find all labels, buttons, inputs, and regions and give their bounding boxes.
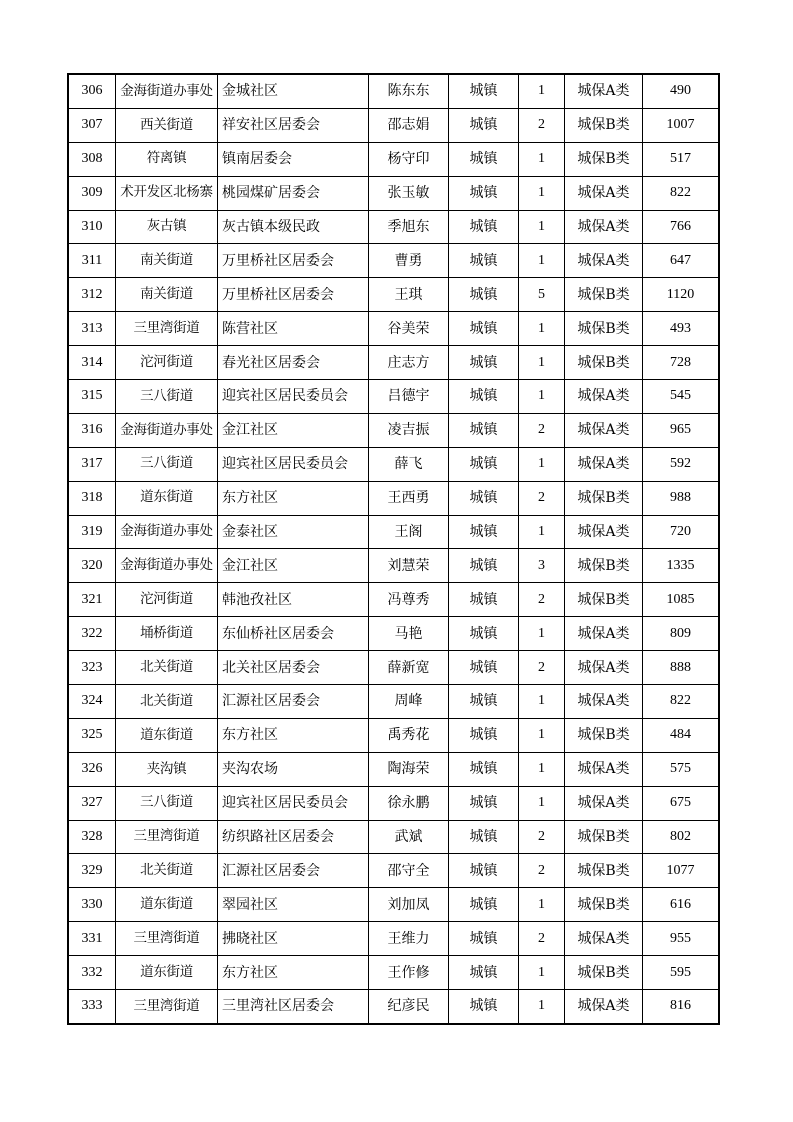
community-name-cell: 东方社区: [218, 481, 369, 515]
street-office-cell: 灰古镇: [116, 210, 218, 244]
recipient-name-cell: 薛飞: [369, 447, 449, 481]
table-row: [68, 515, 719, 549]
street-office-cell: 符离镇: [116, 142, 218, 176]
amount-cell: 493: [643, 312, 720, 346]
table-row: [68, 278, 719, 312]
row-number-cell: 312: [68, 278, 116, 312]
street-office-cell: 三里湾街道: [116, 990, 218, 1024]
person-count-cell: 1: [519, 380, 565, 414]
row-number-cell: 315: [68, 380, 116, 414]
row-number-cell: 320: [68, 549, 116, 583]
amount-cell: 484: [643, 718, 720, 752]
row-number-cell: 309: [68, 176, 116, 210]
person-count-cell: 2: [519, 820, 565, 854]
recipient-name-cell: 邵守全: [369, 854, 449, 888]
amount-cell: 490: [643, 74, 720, 108]
household-type-cell: 城镇: [449, 922, 519, 956]
amount-cell: 888: [643, 651, 720, 685]
person-count-cell: 1: [519, 515, 565, 549]
recipient-name-cell: 王琪: [369, 278, 449, 312]
recipient-name-cell: 周峰: [369, 685, 449, 719]
community-name-cell: 迎宾社区居民委员会: [218, 786, 369, 820]
street-office-cell: 术开发区北杨寨: [116, 176, 218, 210]
row-number-cell: 325: [68, 718, 116, 752]
recipient-name-cell: 吕德宇: [369, 380, 449, 414]
street-office-cell: 北关街道: [116, 854, 218, 888]
person-count-cell: 1: [519, 210, 565, 244]
person-count-cell: 2: [519, 651, 565, 685]
person-count-cell: 2: [519, 108, 565, 142]
recipient-name-cell: 徐永鹏: [369, 786, 449, 820]
household-type-cell: 城镇: [449, 108, 519, 142]
amount-cell: 517: [643, 142, 720, 176]
row-number-cell: 317: [68, 447, 116, 481]
table-row: [68, 74, 719, 108]
row-number-cell: 324: [68, 685, 116, 719]
person-count-cell: 5: [519, 278, 565, 312]
insurance-category-cell: 城保B类: [565, 142, 643, 176]
row-number-cell: 328: [68, 820, 116, 854]
table-row: [68, 176, 719, 210]
table-row: [68, 786, 719, 820]
recipient-name-cell: 冯尊秀: [369, 583, 449, 617]
table-row: [68, 752, 719, 786]
community-name-cell: 万里桥社区居委会: [218, 278, 369, 312]
table-row: [68, 854, 719, 888]
recipient-name-cell: 陈东东: [369, 74, 449, 108]
table-row: [68, 210, 719, 244]
row-number-cell: 327: [68, 786, 116, 820]
street-office-cell: 埇桥街道: [116, 617, 218, 651]
household-type-cell: 城镇: [449, 854, 519, 888]
insurance-category-cell: 城保A类: [565, 210, 643, 244]
row-number-cell: 321: [68, 583, 116, 617]
row-number-cell: 332: [68, 956, 116, 990]
recipient-name-cell: 邵志娟: [369, 108, 449, 142]
community-name-cell: 万里桥社区居委会: [218, 244, 369, 278]
person-count-cell: 2: [519, 583, 565, 617]
amount-cell: 1335: [643, 549, 720, 583]
table-row: [68, 549, 719, 583]
insurance-category-cell: 城保B类: [565, 549, 643, 583]
community-name-cell: 陈营社区: [218, 312, 369, 346]
insurance-category-cell: 城保A类: [565, 244, 643, 278]
person-count-cell: 1: [519, 244, 565, 278]
person-count-cell: 1: [519, 888, 565, 922]
insurance-category-cell: 城保A类: [565, 990, 643, 1024]
amount-cell: 955: [643, 922, 720, 956]
household-type-cell: 城镇: [449, 651, 519, 685]
insurance-category-cell: 城保A类: [565, 752, 643, 786]
row-number-cell: 322: [68, 617, 116, 651]
street-office-cell: 三八街道: [116, 380, 218, 414]
insurance-category-cell: 城保A类: [565, 176, 643, 210]
table-row: [68, 481, 719, 515]
amount-cell: 1007: [643, 108, 720, 142]
recipient-name-cell: 杨守印: [369, 142, 449, 176]
household-type-cell: 城镇: [449, 888, 519, 922]
table-row: [68, 685, 719, 719]
person-count-cell: 2: [519, 481, 565, 515]
recipient-name-cell: 马艳: [369, 617, 449, 651]
household-type-cell: 城镇: [449, 718, 519, 752]
community-name-cell: 北关社区居委会: [218, 651, 369, 685]
recipient-name-cell: 禹秀花: [369, 718, 449, 752]
household-type-cell: 城镇: [449, 956, 519, 990]
row-number-cell: 326: [68, 752, 116, 786]
amount-cell: 616: [643, 888, 720, 922]
table-row: [68, 617, 719, 651]
recipient-name-cell: 凌吉振: [369, 413, 449, 447]
amount-cell: 822: [643, 685, 720, 719]
insurance-category-cell: 城保A类: [565, 617, 643, 651]
amount-cell: 592: [643, 447, 720, 481]
community-name-cell: 金城社区: [218, 74, 369, 108]
household-type-cell: 城镇: [449, 820, 519, 854]
person-count-cell: 2: [519, 413, 565, 447]
table-row: [68, 142, 719, 176]
roster-table-body: [68, 74, 719, 1024]
insurance-category-cell: 城保B类: [565, 888, 643, 922]
person-count-cell: 3: [519, 549, 565, 583]
amount-cell: 809: [643, 617, 720, 651]
street-office-cell: 南关街道: [116, 278, 218, 312]
household-type-cell: 城镇: [449, 786, 519, 820]
person-count-cell: 1: [519, 752, 565, 786]
table-row: [68, 956, 719, 990]
person-count-cell: 1: [519, 176, 565, 210]
insurance-category-cell: 城保B类: [565, 312, 643, 346]
table-row: [68, 888, 719, 922]
household-type-cell: 城镇: [449, 176, 519, 210]
recipient-name-cell: 武斌: [369, 820, 449, 854]
street-office-cell: 三八街道: [116, 786, 218, 820]
household-type-cell: 城镇: [449, 990, 519, 1024]
recipient-name-cell: 谷美荣: [369, 312, 449, 346]
recipient-name-cell: 刘慧荣: [369, 549, 449, 583]
community-name-cell: 东方社区: [218, 956, 369, 990]
street-office-cell: 道东街道: [116, 956, 218, 990]
amount-cell: 675: [643, 786, 720, 820]
amount-cell: 766: [643, 210, 720, 244]
community-name-cell: 韩池孜社区: [218, 583, 369, 617]
row-number-cell: 311: [68, 244, 116, 278]
community-name-cell: 拂晓社区: [218, 922, 369, 956]
table-row: [68, 447, 719, 481]
household-type-cell: 城镇: [449, 447, 519, 481]
insurance-category-cell: 城保B类: [565, 956, 643, 990]
household-type-cell: 城镇: [449, 278, 519, 312]
street-office-cell: 金海街道办事处: [116, 413, 218, 447]
street-office-cell: 道东街道: [116, 481, 218, 515]
street-office-cell: 金海街道办事处: [116, 549, 218, 583]
community-name-cell: 汇源社区居委会: [218, 854, 369, 888]
row-number-cell: 331: [68, 922, 116, 956]
person-count-cell: 1: [519, 990, 565, 1024]
community-name-cell: 翠园社区: [218, 888, 369, 922]
household-type-cell: 城镇: [449, 210, 519, 244]
street-office-cell: 沱河街道: [116, 583, 218, 617]
household-type-cell: 城镇: [449, 142, 519, 176]
street-office-cell: 三里湾街道: [116, 922, 218, 956]
community-name-cell: 金江社区: [218, 549, 369, 583]
community-name-cell: 汇源社区居委会: [218, 685, 369, 719]
person-count-cell: 1: [519, 617, 565, 651]
community-name-cell: 灰古镇本级民政: [218, 210, 369, 244]
row-number-cell: 319: [68, 515, 116, 549]
person-count-cell: 2: [519, 854, 565, 888]
amount-cell: 822: [643, 176, 720, 210]
recipient-name-cell: 庄志方: [369, 346, 449, 380]
person-count-cell: 1: [519, 786, 565, 820]
amount-cell: 1085: [643, 583, 720, 617]
row-number-cell: 330: [68, 888, 116, 922]
recipient-name-cell: 王阁: [369, 515, 449, 549]
community-name-cell: 金江社区: [218, 413, 369, 447]
amount-cell: 728: [643, 346, 720, 380]
household-type-cell: 城镇: [449, 583, 519, 617]
community-name-cell: 纺织路社区居委会: [218, 820, 369, 854]
row-number-cell: 306: [68, 74, 116, 108]
row-number-cell: 307: [68, 108, 116, 142]
table-row: [68, 413, 719, 447]
community-name-cell: 东仙桥社区居委会: [218, 617, 369, 651]
insurance-category-cell: 城保A类: [565, 685, 643, 719]
row-number-cell: 329: [68, 854, 116, 888]
street-office-cell: 西关街道: [116, 108, 218, 142]
insurance-category-cell: 城保B类: [565, 481, 643, 515]
row-number-cell: 313: [68, 312, 116, 346]
row-number-cell: 318: [68, 481, 116, 515]
community-name-cell: 东方社区: [218, 718, 369, 752]
community-name-cell: 镇南居委会: [218, 142, 369, 176]
insurance-category-cell: 城保A类: [565, 515, 643, 549]
recipient-name-cell: 王维力: [369, 922, 449, 956]
insurance-category-cell: 城保A类: [565, 786, 643, 820]
household-type-cell: 城镇: [449, 346, 519, 380]
community-name-cell: 祥安社区居委会: [218, 108, 369, 142]
street-office-cell: 道东街道: [116, 718, 218, 752]
row-number-cell: 308: [68, 142, 116, 176]
street-office-cell: 夹沟镇: [116, 752, 218, 786]
insurance-category-cell: 城保A类: [565, 447, 643, 481]
insurance-category-cell: 城保B类: [565, 854, 643, 888]
community-name-cell: 金泰社区: [218, 515, 369, 549]
recipient-name-cell: 曹勇: [369, 244, 449, 278]
row-number-cell: 316: [68, 413, 116, 447]
recipient-name-cell: 张玉敏: [369, 176, 449, 210]
household-type-cell: 城镇: [449, 380, 519, 414]
amount-cell: 575: [643, 752, 720, 786]
insurance-category-cell: 城保B类: [565, 346, 643, 380]
insurance-category-cell: 城保A类: [565, 380, 643, 414]
community-name-cell: 桃园煤矿居委会: [218, 176, 369, 210]
table-row: [68, 346, 719, 380]
community-name-cell: 春光社区居委会: [218, 346, 369, 380]
household-type-cell: 城镇: [449, 74, 519, 108]
community-name-cell: 迎宾社区居民委员会: [218, 380, 369, 414]
street-office-cell: 沱河街道: [116, 346, 218, 380]
person-count-cell: 2: [519, 922, 565, 956]
amount-cell: 802: [643, 820, 720, 854]
street-office-cell: 金海街道办事处: [116, 515, 218, 549]
person-count-cell: 1: [519, 956, 565, 990]
table-row: [68, 718, 719, 752]
row-number-cell: 310: [68, 210, 116, 244]
amount-cell: 595: [643, 956, 720, 990]
amount-cell: 1120: [643, 278, 720, 312]
table-row: [68, 312, 719, 346]
street-office-cell: 道东街道: [116, 888, 218, 922]
person-count-cell: 1: [519, 685, 565, 719]
table-row: [68, 380, 719, 414]
table-row: [68, 244, 719, 278]
insurance-category-cell: 城保A类: [565, 413, 643, 447]
person-count-cell: 1: [519, 718, 565, 752]
community-name-cell: 夹沟农场: [218, 752, 369, 786]
insurance-category-cell: 城保A类: [565, 74, 643, 108]
amount-cell: 545: [643, 380, 720, 414]
street-office-cell: 三八街道: [116, 447, 218, 481]
recipient-name-cell: 王作修: [369, 956, 449, 990]
table-row: [68, 990, 719, 1024]
insurance-category-cell: 城保A类: [565, 922, 643, 956]
insurance-category-cell: 城保A类: [565, 651, 643, 685]
household-type-cell: 城镇: [449, 481, 519, 515]
household-type-cell: 城镇: [449, 549, 519, 583]
person-count-cell: 1: [519, 142, 565, 176]
person-count-cell: 1: [519, 312, 565, 346]
household-type-cell: 城镇: [449, 413, 519, 447]
amount-cell: 647: [643, 244, 720, 278]
roster-table: [67, 73, 720, 1025]
street-office-cell: 金海街道办事处: [116, 74, 218, 108]
person-count-cell: 1: [519, 346, 565, 380]
table-row: [68, 820, 719, 854]
row-number-cell: 323: [68, 651, 116, 685]
recipient-name-cell: 薛新宽: [369, 651, 449, 685]
household-type-cell: 城镇: [449, 685, 519, 719]
amount-cell: 720: [643, 515, 720, 549]
table-row: [68, 922, 719, 956]
amount-cell: 1077: [643, 854, 720, 888]
street-office-cell: 三里湾街道: [116, 820, 218, 854]
household-type-cell: 城镇: [449, 312, 519, 346]
community-name-cell: 迎宾社区居民委员会: [218, 447, 369, 481]
household-type-cell: 城镇: [449, 617, 519, 651]
recipient-name-cell: 纪彦民: [369, 990, 449, 1024]
street-office-cell: 北关街道: [116, 685, 218, 719]
amount-cell: 988: [643, 481, 720, 515]
insurance-category-cell: 城保B类: [565, 278, 643, 312]
insurance-category-cell: 城保B类: [565, 108, 643, 142]
insurance-category-cell: 城保B类: [565, 820, 643, 854]
household-type-cell: 城镇: [449, 752, 519, 786]
amount-cell: 816: [643, 990, 720, 1024]
street-office-cell: 南关街道: [116, 244, 218, 278]
person-count-cell: 1: [519, 74, 565, 108]
recipient-name-cell: 王西勇: [369, 481, 449, 515]
recipient-name-cell: 刘加凤: [369, 888, 449, 922]
street-office-cell: 北关街道: [116, 651, 218, 685]
row-number-cell: 314: [68, 346, 116, 380]
person-count-cell: 1: [519, 447, 565, 481]
insurance-category-cell: 城保B类: [565, 583, 643, 617]
amount-cell: 965: [643, 413, 720, 447]
table-row: [68, 651, 719, 685]
household-type-cell: 城镇: [449, 244, 519, 278]
table-row: [68, 108, 719, 142]
recipient-name-cell: 陶海荣: [369, 752, 449, 786]
row-number-cell: 333: [68, 990, 116, 1024]
household-type-cell: 城镇: [449, 515, 519, 549]
recipient-name-cell: 季旭东: [369, 210, 449, 244]
street-office-cell: 三里湾街道: [116, 312, 218, 346]
table-row: [68, 583, 719, 617]
community-name-cell: 三里湾社区居委会: [218, 990, 369, 1024]
insurance-category-cell: 城保B类: [565, 718, 643, 752]
